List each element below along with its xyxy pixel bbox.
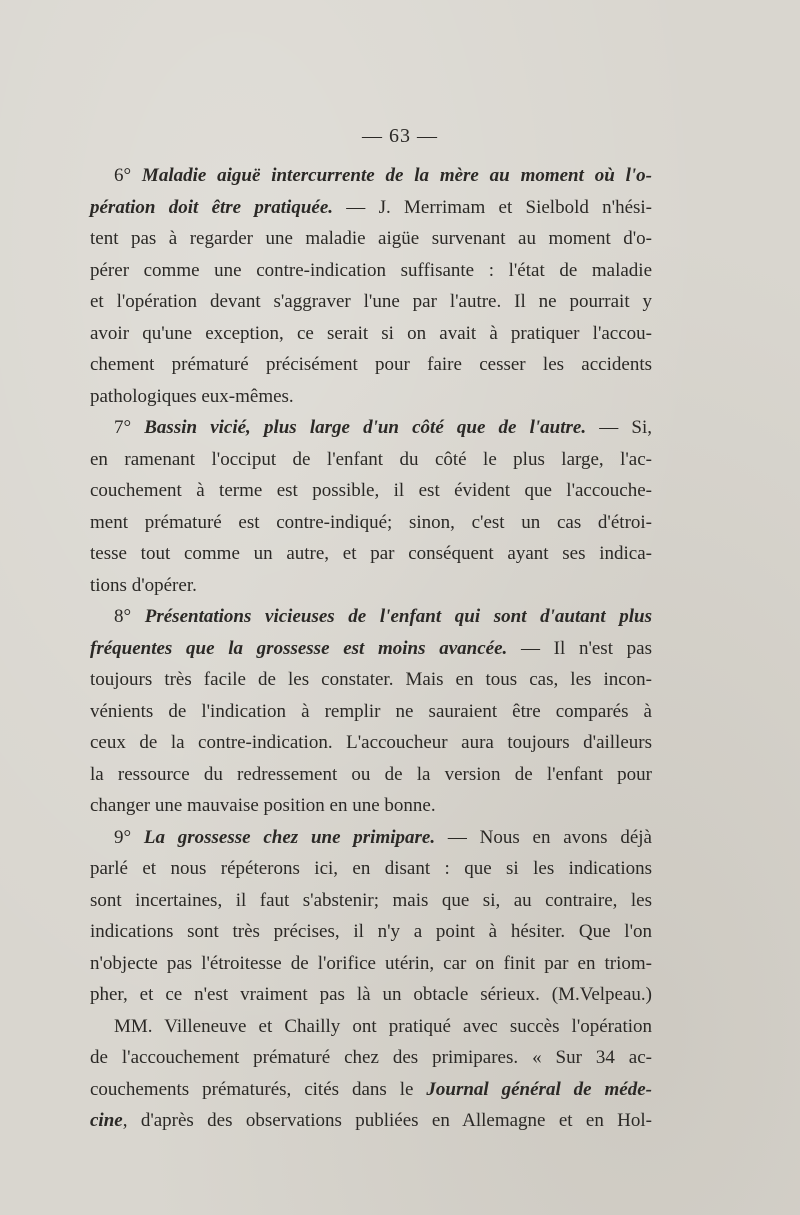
text-line: toujours très facile de les constater. Mais en tous cas, les incon-: [90, 669, 652, 690]
text-line: n'objecte pas l'étroitesse de l'orifice utérin, car on finit par en triom-: [90, 952, 652, 974]
text-line: de l'accouchement prématuré chez des primipares. « Sur 34 ac-: [90, 1047, 652, 1068]
text-line: en ramenant l'occiput de l'enfant du côté le plus large, l'ac-: [90, 448, 652, 470]
text-line: vénients de l'indication à remplir ne sauraient être comparés à: [90, 700, 652, 722]
text-line: tent pas à regarder une maladie aigüe survenant au moment d'o-: [90, 228, 652, 249]
text-line: ceux de la contre-indication. L'accoucheur aura toujours d'ailleurs: [90, 732, 652, 753]
text-line: fréquentes que la grossesse est moins avancée. — Il n'est pas: [90, 637, 652, 659]
text-line: avoir qu'une exception, ce serait si on avait à pratiquer l'accou-: [90, 322, 652, 344]
text-line: chement prématuré précisément pour faire cesser les accidents: [90, 354, 652, 375]
page-number: — 63 —: [362, 125, 438, 147]
text-line: tions d'opérer.: [90, 574, 197, 596]
text-line: parlé et nous répéterons ici, en disant : que si les indications: [90, 858, 652, 879]
text-line: pher, et ce n'est vraiment pas là un obtacle sérieux. (M.Velpeau.): [90, 984, 652, 1005]
text-line: et l'opération devant s'aggraver l'une par l'autre. Il ne pourrait y: [90, 291, 652, 312]
text-line: pérer comme une contre-indication suffisante : l'état de maladie: [90, 259, 652, 281]
text-line: couchements prématurés, cités dans le Journal général de méde-: [90, 1078, 652, 1100]
text-line: MM. Villeneuve et Chailly ont pratiqué avec succès l'opération: [114, 1015, 652, 1037]
text-line: changer une mauvaise position en une bonne.: [90, 795, 436, 816]
text-line: tesse tout comme un autre, et par conséquent ayant ses indica-: [90, 543, 652, 564]
text-line: 6° Maladie aiguë intercurrente de la mère au moment où l'o-: [114, 165, 652, 186]
text-line: ment prématuré est contre-indiqué; sinon, c'est un cas d'étroi-: [90, 511, 652, 533]
text-line: cine, d'après des observations publiées en Allemagne et en Hol-: [90, 1110, 652, 1131]
text-line: la ressource du redressement ou de la version de l'enfant pour: [90, 763, 652, 785]
text-line: pération doit être pratiquée. — J. Merrimam et Sielbold n'hési-: [90, 196, 652, 218]
text-line: 9° La grossesse chez une primipare. — Nous en avons déjà: [114, 826, 652, 848]
text-line: couchement à terme est possible, il est évident que l'accouche-: [90, 480, 652, 501]
body-text: [90, 160, 652, 1137]
text-line: pathologiques eux-mêmes.: [90, 385, 294, 407]
text-line: sont incertaines, il faut s'abstenir; mais que si, au contraire, les: [90, 889, 652, 911]
text-line: indications sont très précises, il n'y a point à hésiter. Que l'on: [90, 921, 652, 942]
text-line: 7° Bassin vicié, plus large d'un côté que de l'autre. — Si,: [114, 417, 652, 438]
text-line: 8° Présentations vicieuses de l'enfant qui sont d'autant plus: [114, 606, 652, 627]
